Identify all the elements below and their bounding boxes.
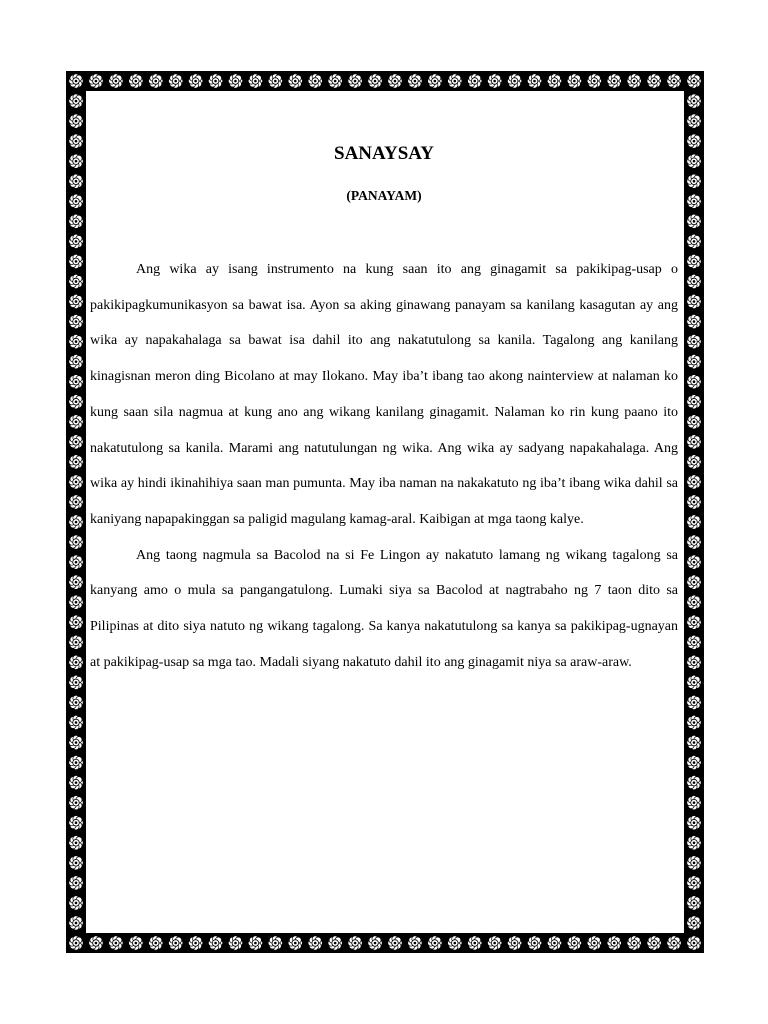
flower-icon [687,395,701,409]
flower-icon [687,214,701,228]
flower-icon [69,174,83,188]
flower-icon [368,936,382,950]
flower-icon [69,94,83,108]
flower-icon [687,274,701,288]
flower-icon [248,936,262,950]
flower-icon [208,74,222,88]
flower-icon [647,74,661,88]
flower-icon [687,415,701,429]
flower-icon [687,74,701,88]
flower-icon [527,936,541,950]
flower-icon [687,615,701,629]
document-body [90,128,678,928]
flower-icon [587,74,601,88]
flower-icon [228,74,242,88]
flower-icon [69,575,83,589]
flower-icon [547,74,561,88]
flower-icon [69,936,83,950]
flower-icon [687,435,701,449]
flower-icon [567,74,581,88]
flower-icon [687,134,701,148]
flower-icon [627,936,641,950]
flower-icon [69,314,83,328]
flower-icon [687,334,701,348]
flower-icon [547,936,561,950]
flower-icon [248,74,262,88]
flower-icon [69,375,83,389]
flower-icon [428,936,442,950]
flower-icon [69,475,83,489]
flower-icon [527,74,541,88]
flower-icon [428,74,442,88]
flower-icon [667,936,681,950]
flower-icon [687,575,701,589]
flower-icon [687,194,701,208]
flower-icon [687,515,701,529]
flower-icon [69,455,83,469]
flower-icon [607,936,621,950]
flower-icon [288,74,302,88]
flower-icon [308,936,322,950]
flower-icon [109,936,123,950]
flower-icon [69,74,83,88]
flower-icon [69,234,83,248]
flower-icon [288,936,302,950]
flower-icon [687,775,701,789]
flower-icon [687,635,701,649]
flower-icon [69,214,83,228]
flower-icon [388,74,402,88]
flower-icon [687,495,701,509]
flower-icon [89,936,103,950]
flower-icon [69,916,83,930]
flower-icon [507,936,521,950]
flower-icon [667,74,681,88]
flower-icon [587,936,601,950]
flower-icon [687,174,701,188]
flower-icon [69,395,83,409]
flower-icon [687,294,701,308]
flower-icon [69,555,83,569]
page-title: SANAYSAY [334,143,434,164]
flower-icon [448,74,462,88]
flower-icon [687,555,701,569]
flower-icon [468,936,482,950]
flower-icon [69,675,83,689]
flower-icon [69,856,83,870]
flower-icon [448,936,462,950]
flower-icon [687,896,701,910]
flower-icon [487,74,501,88]
flower-icon [328,936,342,950]
flower-icon [348,936,362,950]
flower-icon [268,936,282,950]
flower-icon [69,695,83,709]
flower-icon [268,74,282,88]
flower-icon [687,916,701,930]
flower-icon [69,194,83,208]
flower-icon [607,74,621,88]
flower-icon [69,294,83,308]
flower-icon [507,74,521,88]
flower-icon [69,755,83,769]
flower-icon [69,836,83,850]
flower-icon [69,495,83,509]
flower-icon [368,74,382,88]
flower-icon [89,74,103,88]
flower-icon [188,74,202,88]
flower-icon [687,234,701,248]
flower-icon [69,876,83,890]
paragraph-1: Ang wika ay isang instrumento na kung saan ito ang ginagamit sa pakikipag-usap o pakikipagkumunikasyon sa bawat isa. Ayon sa aking ginawang panayam sa kanilang kasagutan ay ang wika ay napakahalaga sa bawat isa dahil ito ang nakatutulong sa kanila. Tagalong ang kanilang kinagisnan meron ding Bicolano at may Ilokano. May iba’t ibang tao akong nainterview at nalaman ko kung saan sila nagmua at kung ano ang wikang kanilang ginagamit. Nalaman ko rin kung paano ito nakatutulong sa kanila. Marami ang natutulungan ng wika. Ang wika ay sadyang napakahalaga. Ang wika ay hindi ikinahihiya saan man pumunta. May iba naman na nakakatuto ng iba’t ibang wika dahil sa kaniyang napapakinggan sa paligid magulang kamag-aral. Kaibigan at mga taong kalye. [90,262,678,527]
flower-icon [69,595,83,609]
flower-icon [687,795,701,809]
flower-icon [687,876,701,890]
flower-icon [687,936,701,950]
paragraph-2: Ang taong nagmula sa Bacolod na si Fe Lingon ay nakatuto lamang ng wikang tagalong sa kanyang amo o mula sa pangangatulong. Lumaki siya sa Bacolod at nagtrabaho ng 7 taon dito sa Pilipinas at dito siya natuto ng wikang tagalong. Sa kanya nakatutulong sa kanya sa pakikipag-ugnayan at pakikipag-usap sa mga tao. Madali siyang nakatuto dahil ito ang ginagamit niya sa araw-araw. [90,547,678,670]
flower-icon [168,936,182,950]
flower-icon [687,856,701,870]
flower-icon [687,735,701,749]
flower-icon [687,595,701,609]
flower-icon [69,154,83,168]
flower-icon [687,254,701,268]
flower-icon [69,816,83,830]
flower-icon [149,74,163,88]
flower-icon [408,936,422,950]
flower-icon [687,755,701,769]
flower-icon [687,535,701,549]
flower-icon [69,615,83,629]
flower-icon [69,715,83,729]
flower-icon [69,655,83,669]
flower-icon [687,114,701,128]
flower-icon [687,655,701,669]
flower-icon [188,936,202,950]
flower-icon [149,936,163,950]
flower-icon [69,415,83,429]
flower-icon [69,114,83,128]
flower-icon [348,74,362,88]
flower-icon [647,936,661,950]
flower-icon [69,134,83,148]
flower-icon [687,154,701,168]
flower-icon [408,74,422,88]
flower-icon [328,74,342,88]
flower-icon [208,936,222,950]
flower-icon [129,936,143,950]
flower-icon [468,74,482,88]
flower-icon [129,74,143,88]
flower-icon [687,695,701,709]
flower-icon [687,94,701,108]
flower-icon [228,936,242,950]
flower-icon [687,354,701,368]
flower-icon [69,896,83,910]
flower-icon [487,936,501,950]
flower-icon [687,675,701,689]
flower-icon [687,475,701,489]
flower-icon [69,334,83,348]
flower-icon [69,795,83,809]
flower-icon [69,515,83,529]
flower-icon [69,435,83,449]
flower-icon [687,816,701,830]
flower-icon [69,254,83,268]
flower-icon [69,354,83,368]
flower-icon [627,74,641,88]
page-subtitle: (PANAYAM) [346,188,422,203]
flower-icon [168,74,182,88]
flower-icon [687,455,701,469]
flower-icon [687,314,701,328]
flower-icon [687,375,701,389]
flower-icon [69,635,83,649]
flower-icon [308,74,322,88]
flower-icon [388,936,402,950]
flower-icon [687,836,701,850]
flower-icon [69,274,83,288]
flower-icon [109,74,123,88]
flower-icon [69,735,83,749]
flower-icon [69,775,83,789]
essay-text [90,252,678,680]
flower-icon [687,715,701,729]
flower-icon [69,535,83,549]
flower-icon [567,936,581,950]
